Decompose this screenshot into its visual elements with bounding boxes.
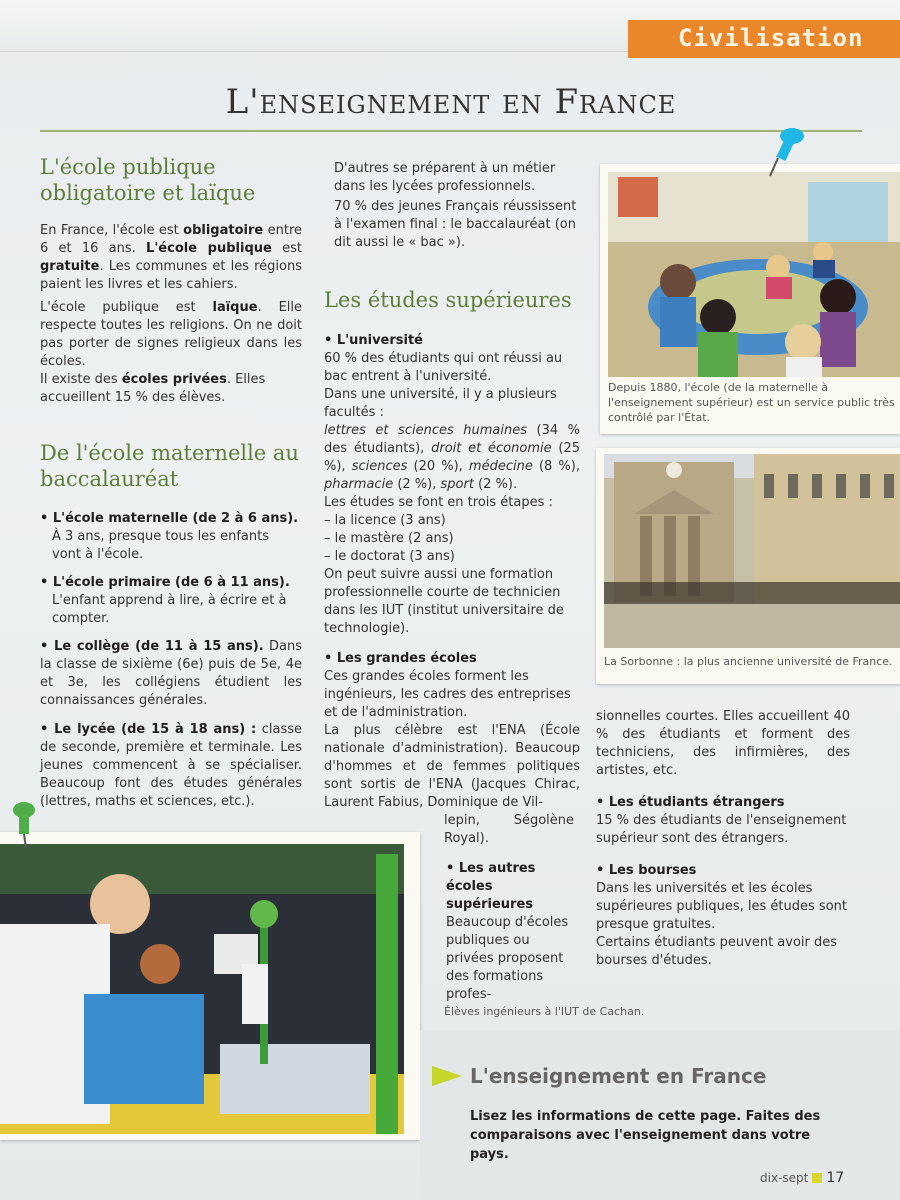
paragraph-enа-cont: lepin, Ségolène Royal).	[444, 813, 574, 846]
section-grandes-ecoles: • Les grandes écoles Ces grandes écoles forment les ingénieurs, les cadres des entreprises et de l'administration. La plus célèbre est l'ENA (École nationale d'administration). Beaucoup d'hommes et de femmes politiques sont sortis de l'ENA (Jacques Chirac, Laurent Fabius, Dominique de Vil-	[324, 651, 580, 810]
pushpin-green-icon	[6, 800, 46, 850]
paragraph-bac: 70 % des jeunes Français réussissent à l'examen final : le baccalauréat (on dit aussi le « bac »).	[334, 199, 577, 250]
item-lycee: • Le lycée (de 15 à 18 ans) : classe de seconde, première et terminale. Les jeunes commencent à se spécialiser. Beaucoup font des études générales (lettres, maths et sciences, etc.).	[40, 722, 302, 809]
heading-maternelle-bac: De l'école maternelle au baccalauréat	[40, 441, 299, 491]
paragraph-privees: Il existe des écoles privées. Elles accueillent 15 % des élèves.	[40, 372, 266, 405]
activity-instructions: Lisez les informations de cette page. Faites des comparaisons avec l'enseignement dans votre pays.	[470, 1109, 821, 1162]
item-college: • Le collège (de 11 à 15 ans). Dans la classe de sixième (6e) puis de 5e, 4e et 3e, les collégiens étudient les connaissances générales.	[40, 639, 302, 708]
paragraph-formations-courtes: sionnelles courtes. Elles accueillent 40 % des étudiants et forment des techniciens, des infirmières, des artistes, etc.	[596, 709, 850, 778]
paragraph-laique: L'école publique est laïque. Elle respecte toutes les religions. On ne doit pas porter de signes religieux dans les écoles.	[40, 300, 303, 369]
page-title: L'enseignement en France	[225, 82, 677, 122]
heading-etudes-superieures: Les études supérieures	[324, 288, 572, 312]
title-rule	[40, 130, 862, 132]
heading-ecole-publique: L'école publique obligatoire et laïque	[40, 155, 256, 205]
page-number: dix-sept 17	[760, 1170, 845, 1186]
pushpin-blue-icon	[766, 124, 806, 184]
photo-sorbonne	[604, 454, 900, 648]
paragraph-lycees-pro: D'autres se préparent à un métier dans les lycées professionnels.	[334, 161, 556, 194]
item-maternelle: • L'école maternelle (de 2 à 6 ans). À 3 ans, presque tous les enfants vont à l'école.	[40, 511, 299, 562]
caption-sorbonne: La Sorbonne : la plus ancienne université de France.	[604, 655, 893, 668]
photo-classroom-frame	[600, 164, 900, 434]
caption-classroom: Depuis 1880, l'école (de la maternelle à l'enseignement supérieur) est un service public très contrôlé par l'État.	[608, 381, 895, 424]
photo-classroom	[608, 172, 900, 377]
section-tab: Civilisation	[628, 20, 900, 58]
arrow-right-icon	[432, 1066, 462, 1086]
page-square-icon	[812, 1173, 822, 1183]
photo-sorbonne-frame	[596, 448, 900, 684]
section-autres-ecoles: • Les autres écoles supérieures Beaucoup d'écoles publiques ou privées proposent des formations profes-	[446, 861, 569, 1002]
section-universite: • L'université 60 % des étudiants qui ont réussi au bac entrent à l'université. Dans une université, il y a plusieurs facultés : lettres et sciences humaines (34 % des étudiants), droit et économie (25 %), sciences (20 %), médecine (8 %), pharmacie (2 %), sport (2 %). Les études se font en trois étapes : – la licence (3 ans) – le mastère (2 ans) – le doctorat (3 ans) On peut suivre aussi une formation professionnelle courte de technicien dans les IUT (institut universitaire de technologie).	[324, 333, 581, 636]
section-bourses: • Les bourses Dans les universités et les écoles supérieures publiques, les études sont presque gratuites. Certains étudiants peuvent avoir des bourses d'études.	[596, 863, 847, 968]
activity-title: L'enseignement en France	[470, 1064, 767, 1088]
photo-iut	[0, 844, 404, 1134]
section-etudiants-etrangers: • Les étudiants étrangers 15 % des étudiants de l'enseignement supérieur sont des étrangers.	[596, 795, 847, 846]
caption-iut: Élèves ingénieurs à l'IUT de Cachan.	[444, 1005, 645, 1018]
item-primaire: • L'école primaire (de 6 à 11 ans). L'enfant apprend à lire, à écrire et à compter.	[40, 575, 290, 626]
paragraph-obligatoire: En France, l'école est obligatoire entre 6 et 16 ans. L'école publique est gratuite. Les communes et les régions paient les livres et les cahiers.	[40, 223, 303, 292]
